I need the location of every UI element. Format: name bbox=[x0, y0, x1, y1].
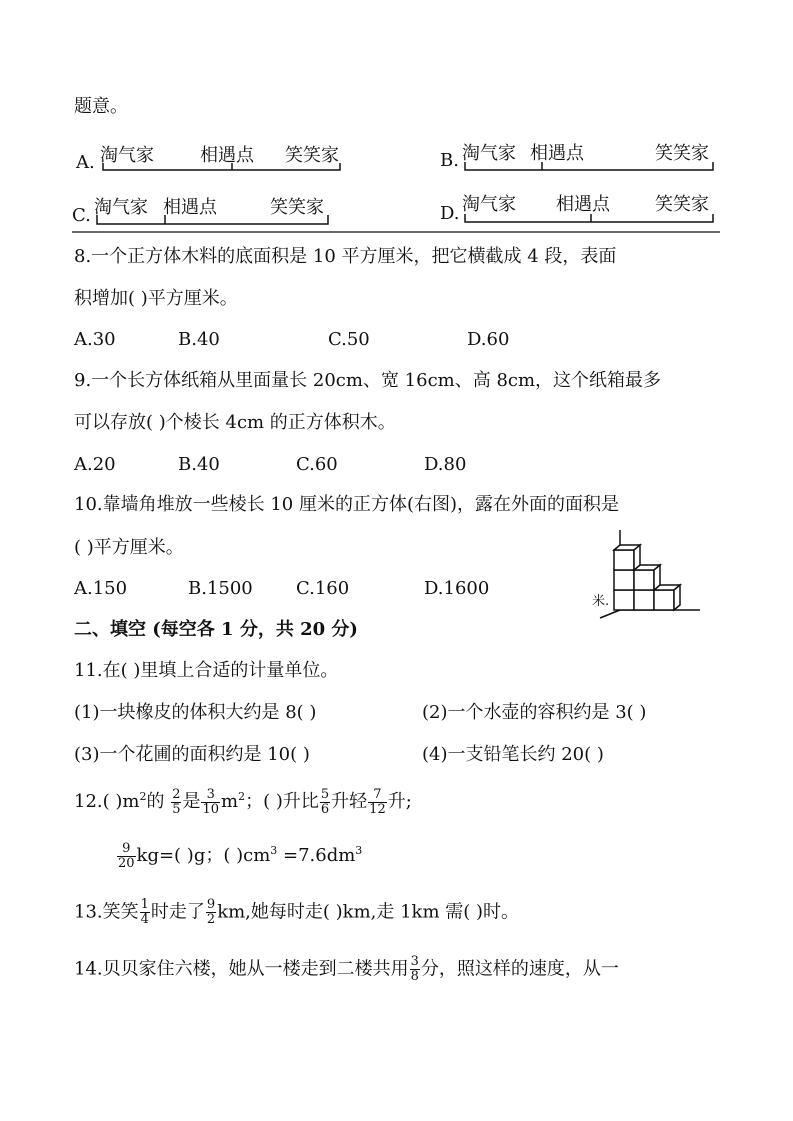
q12-fraction-2 bbox=[201, 788, 220, 817]
q12-a-unit: m bbox=[221, 791, 239, 812]
q12-b-cube: 3 bbox=[270, 844, 278, 857]
q12-fraction-3 bbox=[320, 788, 330, 817]
option-d-dest: 笑笑家 bbox=[655, 194, 709, 215]
q12-f1-num: 2 bbox=[172, 786, 181, 802]
q11-item-4: (4)一支铅笔长约 20( ) bbox=[422, 744, 604, 765]
option-d-home: 淘气家 bbox=[462, 194, 516, 215]
q13-line bbox=[74, 898, 519, 927]
option-b-letter: B. bbox=[440, 150, 459, 171]
q9-option-b: B.40 bbox=[178, 454, 220, 475]
q12-line1 bbox=[74, 786, 412, 817]
q10-option-c: C.160 bbox=[296, 578, 350, 599]
q13-fraction-2 bbox=[206, 898, 216, 927]
q12-f3-num: 5 bbox=[320, 786, 330, 802]
q9-option-d: D.80 bbox=[424, 454, 467, 475]
q13-pre: 13.笑笑 bbox=[74, 901, 139, 923]
option-c-letter: C. bbox=[72, 205, 91, 226]
q13-rest: km,她每时走( )km,走 1km 需( )时。 bbox=[217, 901, 520, 923]
q12-f1-den: 5 bbox=[172, 801, 181, 817]
q12-f5-den: 20 bbox=[118, 855, 135, 871]
q9-option-c: C.60 bbox=[296, 454, 338, 475]
q12-f5-num: 9 bbox=[117, 842, 136, 857]
q9-line1: 9.一个长方体纸箱从里面量长 20cm、宽 16cm、高 8cm，这个纸箱最多 bbox=[74, 370, 662, 391]
option-b-meet: 相遇点 bbox=[530, 143, 584, 164]
option-c-dest: 笑笑家 bbox=[270, 197, 324, 218]
q14-rest: 分，照这样的速度，从一 bbox=[420, 958, 619, 980]
q8-line1: 8.一个正方体木料的底面积是 10 平方厘米，把它横截成 4 段，表面 bbox=[74, 246, 617, 267]
q11-stem: 11.在( )里填上合适的计量单位。 bbox=[74, 660, 339, 681]
option-a-home: 淘气家 bbox=[100, 145, 154, 166]
q10-line1: 10.靠墙角堆放一些棱长 10 厘米的正方体(右图)，露在外面的面积是 bbox=[74, 494, 620, 515]
q12-a-pre: 12.( )m bbox=[74, 791, 140, 812]
q13-f1-num: 1 bbox=[140, 897, 149, 912]
q11-item-2: (2)一个水壶的容积约是 3( ) bbox=[422, 702, 647, 723]
intro-tail-text: 题意。 bbox=[74, 96, 128, 117]
q8-option-b: B.40 bbox=[178, 329, 220, 350]
q11-item-3: (3)一个花圃的面积约是 10( ) bbox=[74, 744, 310, 765]
q8-line2: 积增加( )平方厘米。 bbox=[74, 288, 238, 309]
q12-a-sq: 2 bbox=[139, 790, 147, 803]
q11-item-1: (1)一块橡皮的体积大约是 8( ) bbox=[74, 702, 317, 723]
option-d-meet: 相遇点 bbox=[556, 194, 610, 215]
q10-figure-label: 米. bbox=[592, 594, 610, 609]
q14-f-den: 8 bbox=[410, 969, 419, 984]
q12-a-mid3: 升轻 bbox=[331, 791, 368, 812]
q13-f1-den: 4 bbox=[140, 912, 149, 927]
q8-option-d: D.60 bbox=[467, 329, 510, 350]
section-2-heading: 二、填空 (每空各 1 分，共 20 分) bbox=[74, 619, 358, 640]
option-a-letter: A. bbox=[76, 152, 95, 173]
q12-b-mid: kg=( )g；( )cm bbox=[136, 845, 271, 866]
q10-line2: ( )平方厘米。 bbox=[74, 537, 184, 558]
q10-option-b: B.1500 bbox=[188, 578, 253, 599]
q12-f3-den: 6 bbox=[320, 801, 330, 817]
q12-f4-num: 7 bbox=[368, 788, 387, 803]
q14-fraction bbox=[410, 955, 420, 984]
q12-f2-den: 10 bbox=[202, 801, 220, 817]
option-b-dest: 笑笑家 bbox=[655, 143, 709, 164]
q13-f2-den: 2 bbox=[206, 912, 216, 927]
q14-pre: 14.贝贝家住六楼，她从一楼走到二楼共用 bbox=[74, 958, 409, 980]
q13-mid1: 时走了 bbox=[150, 901, 205, 923]
q12-fraction-1 bbox=[171, 788, 181, 817]
q14-f-num: 3 bbox=[410, 954, 419, 969]
option-d-letter: D. bbox=[440, 203, 460, 224]
q9-option-a: A.20 bbox=[74, 454, 116, 475]
q12-f4-den: 12 bbox=[369, 801, 386, 817]
option-b-home: 淘气家 bbox=[462, 143, 516, 164]
q12-line2 bbox=[116, 840, 362, 871]
option-a-meet: 相遇点 bbox=[200, 145, 254, 166]
q13-f2-num: 9 bbox=[206, 897, 216, 912]
q12-a-sq2: 2 bbox=[238, 790, 246, 803]
q12-fraction-4 bbox=[368, 788, 387, 817]
q12-a-sep: ；( )升比 bbox=[245, 791, 319, 812]
q12-b-cube2: 3 bbox=[355, 844, 363, 857]
q12-b-eq: =7.6dm bbox=[277, 845, 356, 866]
q8-option-a: A.30 bbox=[74, 329, 116, 350]
q13-fraction-1 bbox=[140, 898, 150, 927]
option-c-home: 淘气家 bbox=[94, 197, 148, 218]
q12-a-mid2: 是 bbox=[182, 791, 201, 812]
q10-option-a: A.150 bbox=[74, 578, 128, 599]
option-a-dest: 笑笑家 bbox=[285, 145, 339, 166]
q12-a-mid1: 的 bbox=[146, 791, 165, 812]
q9-line2: 可以存放( )个棱长 4cm 的正方体积木。 bbox=[74, 412, 396, 433]
q10-option-d: D.1600 bbox=[424, 578, 490, 599]
q12-f2-num: 3 bbox=[201, 788, 220, 803]
q8-option-c: C.50 bbox=[328, 329, 370, 350]
option-c-meet: 相遇点 bbox=[163, 197, 217, 218]
q14-line bbox=[74, 955, 619, 984]
q12-a-end: 升; bbox=[387, 791, 412, 812]
q12-fraction-5 bbox=[117, 842, 136, 871]
